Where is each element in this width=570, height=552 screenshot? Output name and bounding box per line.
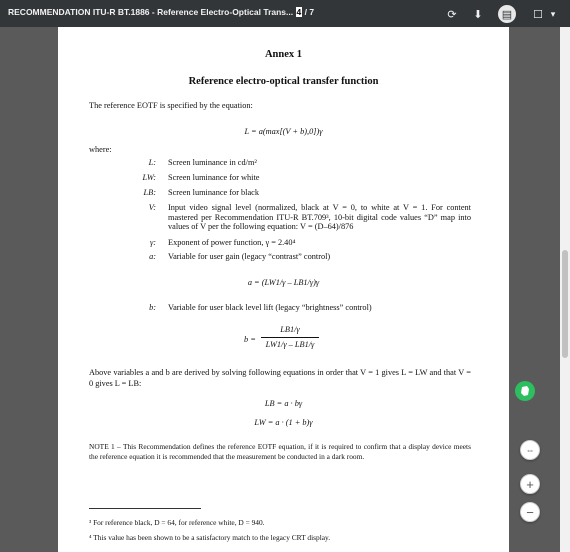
main-equation: L = a(max[(V + b),0])γ [244,127,323,136]
page-total: / 7 [304,7,315,17]
print-icon[interactable]: ▤ [498,5,516,23]
def-text: Screen luminance for white [168,173,260,182]
equation-a: a = (LW1/γ – LB1/γ)γ [247,278,320,287]
page-number-input[interactable]: 4 [296,7,302,17]
def-text: Screen luminance for black [168,188,259,197]
equation-b-denominator: LW1/γ – LB1/γ [265,340,315,349]
def-text: Variable for user gain (legacy “contrast” control) [168,252,331,261]
def-text: Exponent of power function, γ = 2.40⁴ [168,238,296,247]
title-text: RECOMMENDATION ITU-R BT.1886 - Reference Electro-Optical Trans... [8,7,294,17]
download-icon[interactable]: ⬇ [473,8,483,21]
footnote-divider [89,508,201,509]
equation-lb: LB = a · bγ [264,399,303,408]
equation-b-lhs: b = [244,335,256,344]
fit-page-button[interactable]: ⇔ [520,440,540,460]
pdf-toolbar [0,0,570,27]
def-symbol: LW: [142,173,156,182]
def-symbol: L: [148,158,156,167]
note-text: NOTE 1 – This Recommendation defines the reference EOTF equation, if it is required to confirm that a display device meets the reference equation it is recommended that the measurement be conducted in a dark room. [89,442,471,461]
def-symbol: V: [148,203,156,212]
rotate-icon[interactable]: ⟳ [447,8,457,21]
def-text: Variable for user black level lift (legacy “brightness” control) [168,303,372,312]
annex-title: Annex 1 [264,49,303,60]
evernote-icon[interactable] [515,381,535,401]
scrollbar-thumb[interactable] [562,250,568,358]
equation-b-numerator: LB1/γ [280,325,300,334]
derivation-paragraph: Above variables a and b are derived by solving following equations in order that V = 1 gives L = LW and that V = 0 gives L = LB: [89,368,471,388]
document-title [8,7,314,17]
def-symbol: γ: [149,238,156,247]
zoom-out-button[interactable]: − [520,502,540,522]
def-symbol: b: [149,303,156,312]
fraction-bar [261,337,319,338]
bookmark-icon[interactable]: ☐ [533,8,543,21]
where-label: where: [89,145,112,154]
vertical-scrollbar[interactable] [560,27,570,552]
zoom-in-button[interactable]: + [520,474,540,494]
def-text: Input video signal level (normalized, black at V = 0, to white at V = 1. For content mastered per Recommendation ITU-R BT.709³, 10-bit digital code values “D” map into values of V per the following equation: V = (D–64)/876 [168,203,471,232]
def-symbol: LB: [143,188,156,197]
pdf-page [58,27,509,552]
equation-lw: LW = a · (1 + b)γ [254,418,313,427]
chevron-down-icon[interactable]: ▾ [550,8,556,19]
def-symbol: a: [149,252,156,261]
footnote-4: ⁴ This value has been shown to be a satisfactory match to the legacy CRT display. [89,533,331,542]
intro-text: The reference EOTF is specified by the equation: [89,101,253,110]
def-text: Screen luminance in cd/m² [168,158,257,167]
footnote-3: ³ For reference black, D = 64, for reference white, D = 940. [89,518,265,527]
section-heading: Reference electro-optical transfer function [188,76,379,87]
